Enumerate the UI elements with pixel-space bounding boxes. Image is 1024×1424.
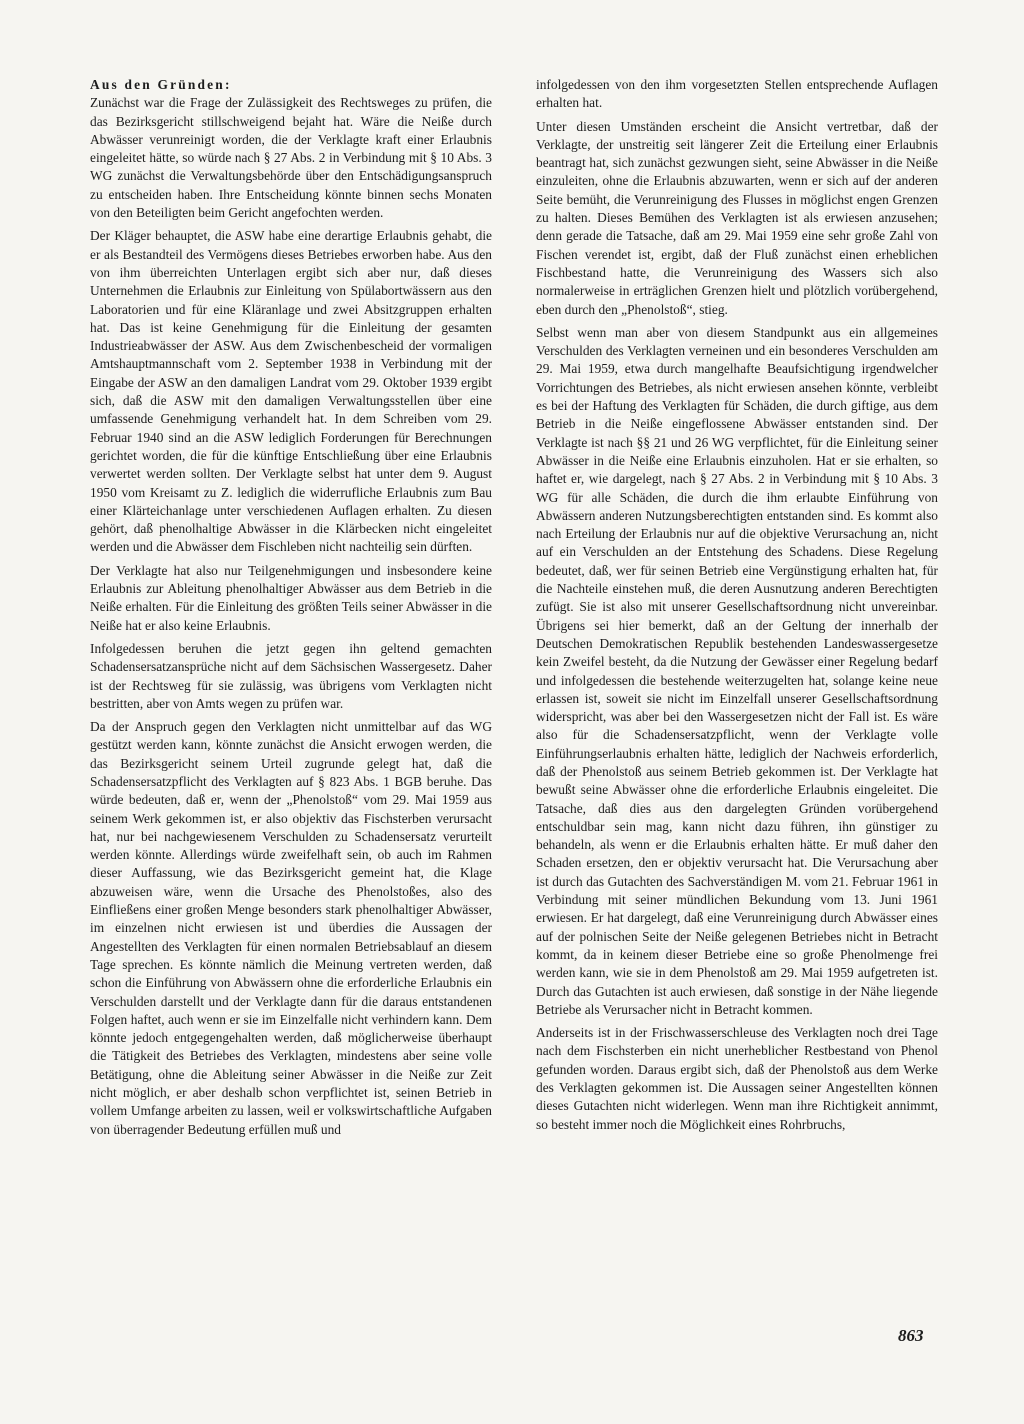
paragraph: Zunächst war die Frage der Zulässigkeit des Rechtsweges zu prüfen, die das Bezirksgericht stillschweigend bejaht hat. Wäre die Neiße durch Abwässer verunreinigt worden, die der Verklagte kraft einer Erlaubnis eingeleitet hätte, so würde nach § 27 Abs. 2 in Verbindung mit § 10 Abs. 3 WG zunächst die Verwaltungsbehörde über den Entschädigungsanspruch zu entscheiden haben. Ihre Entscheidung könnte binnen sechs Monaten von den Beteiligten beim Gericht angefochten werden. (90, 95, 492, 221)
paragraph: Infolgedessen beruhen die jetzt gegen ihn geltend gemachten Schadensersatzansprüche nicht auf dem Sächsischen Wassergesetz. Daher ist der Rechtsweg für sie zulässig, was übrigens vom Verklagten nicht bestritten, aber von Amts wegen zu prüfen war. (90, 640, 492, 711)
continued-paragraph: infolgedessen von den ihm vorgesetzten Stellen entsprechende Auflagen erhalten hat. (536, 77, 938, 111)
paragraph: Anderseits ist in der Frischwasserschleuse des Verklagten noch drei Tage nach dem Fischsterben ein nicht unerheblicher Restbestand von Phenol gefunden worden. Daraus ergibt sich, daß der Phenolstoß aus dem Werke des Verklagten gekommen ist. Die Aussagen seiner Angestellten können dieses Gutachten nicht widerlegen. Wenn man ihre Richtigkeit annimmt, so besteht immer noch die Möglichkeit eines Rohrbruchs, (536, 1025, 938, 1132)
paragraph: Da der Anspruch gegen den Verklagten nicht unmittelbar auf das WG gestützt werden kann, könnte zunächst die Ansicht erwogen werden, die das Bezirksgericht seinem Urteil zugrunde gelegt hat, daß die Schadensersatzpflicht des Verklagten auf § 823 Abs. 1 BGB beruhe. Das würde bedeuten, daß er, wenn der „Phenolstoß“ vom 29. Mai 1959 aus seinem Werk gekommen ist, er also objektiv das Fischsterben verursacht hat, nur bei nachgewiesenem Verschulden zu Schadensersatz verurteilt werden könnte. Allerdings würde zweifelhaft sein, ob auch im Rahmen dieser Auffassung, wie das Bezirksgericht gemeint hat, die Klage abzuweisen wäre, wenn die Ursache des Phenolstoßes, also des Einfließens einer großen Menge besonders stark phenolhaltiger Abwässer, im einzelnen nicht erwiesen ist und überdies die Aussagen der Angestellten des Verklagten für einen normalen Betriebsablauf an diesem Tage sprechen. Es könnte nämlich die Meinung vertreten werden, daß schon die Einführung von Abwässern ohne die erforderliche Erlaubnis ein Verschulden darstellt und der Verklagte dann für die daraus entstandenen Folgen haftet, auch wenn er sie im Einzelfalle nicht verhindern kann. Dem könnte jedoch entgegengehalten werden, daß möglicherweise überhaupt die Tätigkeit des Betriebes des Verklagten, mindestens aber seine volle Betätigung, ohne die Ableitung seiner Abwässer in die Neiße zur Zeit nicht möglich, er aber deshalb schon verpflichtet ist, seinen Betrieb in vollem Umfange arbeiten zu lassen, weil er volkswirtschaftliche Aufgaben von überragender Bedeutung erfüllen muß und (90, 719, 492, 1137)
paragraph: Der Kläger behauptet, die ASW habe eine derartige Erlaubnis gehabt, die er als Bestandteil des Vermögens dieses Betriebes erworben habe. Aus den von ihm überreichten Unterlagen ergibt sich aber nur, daß dieses Unternehmen die Erlaubnis zur Einleitung von Spülabortwässern aus den Laboratorien und für eine Kläranlage und zwei Absitzgruppen erhalten hat. Das ist keine Genehmigung für die Einleitung der gesamten Industrieabwässer der ASW. Aus dem Zwischenbescheid der vormaligen Amtshauptmannschaft vom 2. September 1938 in Verbindung mit der Eingabe der ASW an den damaligen Landrat vom 29. Oktober 1939 ergibt sich, daß die ASW mit den damaligen Verwaltungsstellen über eine umfassende Genehmigung verhandelt hat. In dem Schreiben vom 29. Februar 1940 sind an die ASW lediglich Forderungen für Berechnungen gerichtet worden, die für die künftige Entschließung über eine Erlaubnis verwertet werden sollten. Der Verklagte selbst hat unter dem 9. August 1950 vom Kreisamt zu Z. lediglich die widerrufliche Erlaubnis zum Bau einer Klärteichanlage unter verschiedenen Auflagen erhalten. Zu diesen gehört, daß phenolhaltige Abwässer in die Klärbecken nicht eingeleitet werden und die Abwässer dem Fischleben nicht nachteilig sein dürften. (90, 228, 492, 555)
paragraph: Unter diesen Umständen erscheint die Ansicht vertretbar, daß der Verklagte, der unstreitig seit längerer Zeit die Erteilung einer Erlaubnis beantragt hat, sich zunächst gezwungen sieht, seine Abwässer in die Neiße einzuleiten, ohne die Erlaubnis abzuwarten, wenn er sich auf der anderen Seite bemüht, die Verunreinigung des Flusses in möglichst engen Grenzen zu halten. Dieses Bemühen des Verklagten ist als erwiesen anzusehen; denn gerade die Tatsache, daß am 29. Mai 1959 eine sehr große Zahl von Fischen verendet ist, ergibt, daß der Fluß zunächst einen erheblichen Fischbestand hatte, die Verunreinigung des Wassers sich also normalerweise in erträglichen Grenzen hielt und plötzlich vorübergehend, eben durch den „Phenolstoß“, stieg. (536, 118, 938, 317)
right-column (536, 76, 938, 1139)
paragraph: Selbst wenn man aber von diesem Standpunkt aus ein allgemeines Verschulden des Verklagten verneinen und ein besonderes Verschulden am 29. Mai 1959, etwa durch mangelhafte Beaufsichtigung irgendwelcher Vorrichtungen des Betriebes, als nicht erwiesen ansehen könnte, verbleibt es bei der Haftung des Verklagten für Schäden, die durch giftige, aus dem Betrieb in die Neiße eingeflossene Abwässer entstanden sind. Der Verklagte ist nach §§ 21 und 26 WG verpflichtet, für die Einleitung seiner Abwässer in die Neiße eine Erlaubnis einzuholen. Hat er sie erhalten, so haftet er, wie dargelegt, nach § 27 Abs. 2 in Verbindung mit § 10 Abs. 3 WG für alle Schäden, die durch die ihm erlaubte Einführung von Abwässern anderen Nutzungsberechtigten entstanden sind. Es kommt also nach Erteilung der Erlaubnis nur auf die objektive Verursachung an, nicht auf ein Verschulden an der Entstehung des Schadens. Diese Regelung bedeutet, daß, wer für seinen Betrieb eine Vergünstigung erhalten hat, für die Nachteile einstehen muß, die deren Ausnutzung anderen Berechtigten zufügt. Sie ist also mit unserer Gesellschaftsordnung nicht unvereinbar. Übrigens sei hier bemerkt, daß an der Geltung der innerhalb der Deutschen Demokratischen Republik bestehenden Landeswassergesetze kein Zweifel besteht, da die Nutzung der Gewässer einer Regelung bedarf und infolgedessen die bestehende weiterzugelten hat, solange keine neue erlassen ist, soweit sie nicht im Einzelfall unserer Gesellschaftsordnung widerspricht, was aber bei den Wassergesetzen nicht der Fall ist. Es wäre also für die Schadensersatzpflicht, wenn der Verklagte volle Einführungserlaubnis erhalten hätte, lediglich der Nachweis erforderlich, daß der Phenolstoß aus seinem Betrieb gekommen ist. Der Verklagte hat bewußt seine Abwässer ohne die erforderliche Erlaubnis eingeleitet. Die Tatsache, daß dies aus den dargelegten Gründen vorübergehend entschuldbar sein mag, kann nicht dazu führen, ihn günstiger zu behandeln, als wenn er die Erlaubnis erhalten hätte. Er muß daher den Schaden ersetzen, den er objektiv verursacht hat. Die Verursachung aber ist durch das Gutachten des Sachverständigen M. vom 21. Februar 1961 in Verbindung mit seiner mündlichen Bekundung vom 13. Juni 1961 erwiesen. Er hat dargelegt, daß eine Verunreinigung durch Abwässer eines auf der polnischen Seite der Neiße gelegenen Betriebes nicht in Betracht kommt, da in keinem dieser Betriebe eine so große Phenolmenge frei werden kann, wie sie in dem Phenolstoß am 29. Mai 1959 aufgetreten ist. Durch das Gutachten ist auch erwiesen, daß sonstige in der Nähe liegende Betriebe als Verursacher nicht in Betracht kommen. (536, 324, 938, 1017)
section-heading: Aus den Gründen: (90, 77, 232, 92)
page-number: 863 (898, 1326, 924, 1345)
paragraph: Der Verklagte hat also nur Teilgenehmigungen und insbesondere keine Erlaubnis zur Ableitung phenolhaltiger Abwässer aus dem Betrieb in die Neiße erhalten. Für die Einleitung des größten Teils seiner Abwässer in die Neiße hat er also keine Erlaubnis. (90, 562, 492, 633)
left-column (90, 76, 492, 1144)
